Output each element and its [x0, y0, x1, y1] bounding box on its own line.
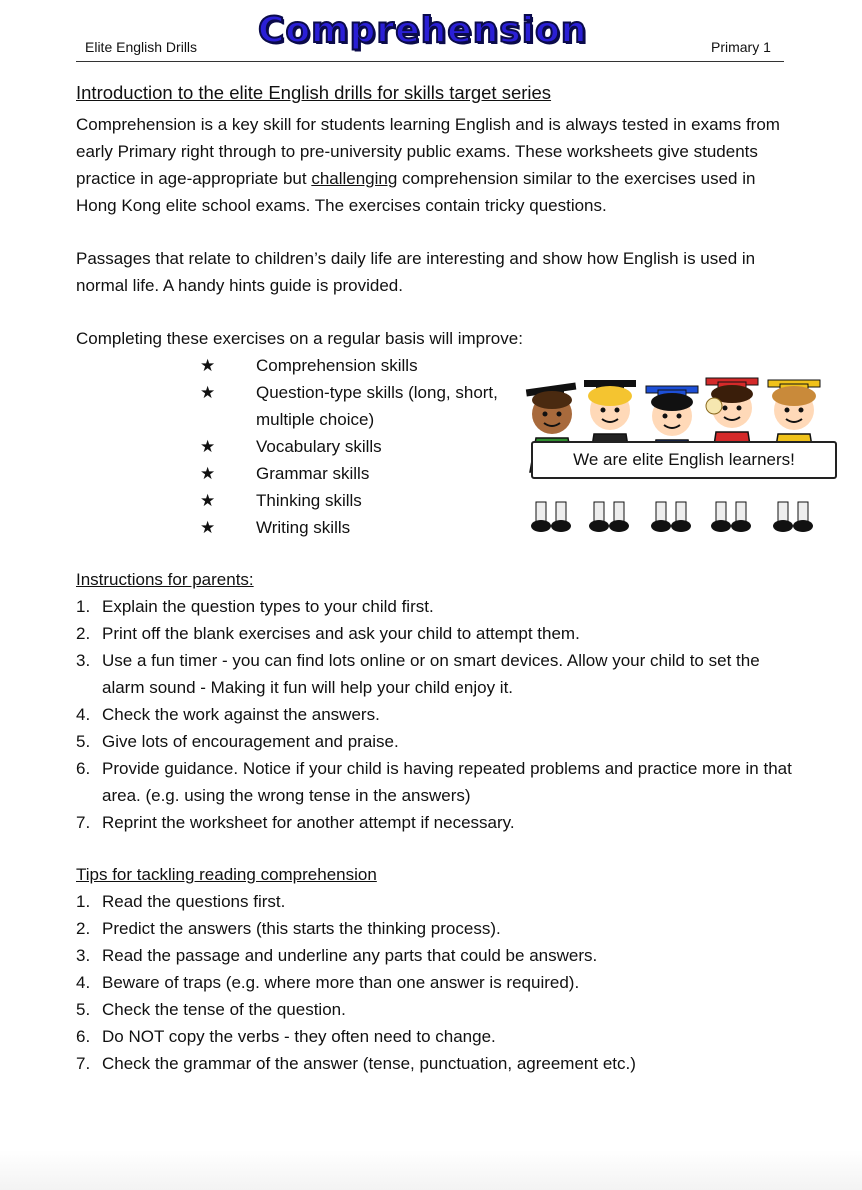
- star-icon: ★: [200, 518, 216, 537]
- list-number: 4.: [76, 973, 91, 992]
- list-number: 5.: [76, 732, 91, 751]
- header-title: Comprehension: [258, 10, 588, 51]
- intro-paragraph-2: Passages that relate to children’s daily life are interesting and show how English is used in normal life. A handy hints guide is provided.: [76, 249, 756, 295]
- list-item: [76, 996, 796, 1023]
- skills-list: [200, 352, 520, 541]
- list-text: Check the grammar of the answer (tense, punctuation, agreement etc.): [102, 1054, 636, 1073]
- parents-instructions-list: [76, 593, 796, 836]
- list-text: Check the work against the answers.: [102, 705, 380, 724]
- list-number: 7.: [76, 813, 91, 832]
- list-item: [76, 1050, 796, 1077]
- list-number: 2.: [76, 919, 91, 938]
- skill-label: Comprehension skills: [256, 356, 418, 375]
- skill-label: Question-type skills (long, short, multiple choice): [256, 383, 498, 429]
- list-item: [76, 593, 796, 620]
- list-number: 4.: [76, 705, 91, 724]
- list-text: Check the tense of the question.: [102, 1000, 346, 1019]
- list-item: [76, 888, 796, 915]
- intro-paragraph-1: [76, 111, 796, 219]
- header-series-name: Elite English Drills: [85, 39, 198, 55]
- list-number: 7.: [76, 1054, 91, 1073]
- list-text: Explain the question types to your child first.: [102, 597, 434, 616]
- list-text: Use a fun timer - you can find lots online or on smart devices. Allow your child to set the alarm sound - Making it fun will help your child enjoy it.: [102, 651, 760, 697]
- list-number: 1.: [76, 892, 91, 911]
- list-item: [76, 620, 796, 647]
- intro-underlined-word: challenging: [311, 169, 398, 188]
- list-item: [76, 915, 796, 942]
- list-number: 1.: [76, 597, 91, 616]
- list-number: 6.: [76, 1027, 91, 1046]
- list-text: Reprint the worksheet for another attempt if necessary.: [102, 813, 515, 832]
- header-grade-level: Primary 1: [711, 39, 771, 55]
- skill-label: Grammar skills: [256, 464, 370, 483]
- list-text: Read the passage and underline any parts that could be answers.: [102, 946, 598, 965]
- parents-heading: Instructions for parents:: [76, 570, 254, 589]
- tips-list: [76, 888, 796, 1077]
- list-item: [200, 352, 520, 379]
- page-bottom-edge: [0, 1150, 862, 1190]
- list-item: [200, 514, 520, 541]
- skill-label: Writing skills: [256, 518, 351, 537]
- intro-paragraph-1-start: Comprehension is a key skill for students learning English and is always tested in exams from early Primary right through to pre-university public exams. These worksheets give students practice in age-appropriate but: [76, 115, 780, 188]
- skill-label: Thinking skills: [256, 491, 362, 510]
- list-text: Read the questions first.: [102, 892, 286, 911]
- list-text: Do NOT copy the verbs - they often need to change.: [102, 1027, 496, 1046]
- list-item: [76, 647, 796, 701]
- list-text: Print off the blank exercises and ask your child to attempt them.: [102, 624, 580, 643]
- list-text: Give lots of encouragement and praise.: [102, 732, 399, 751]
- list-number: 5.: [76, 1000, 91, 1019]
- list-number: 2.: [76, 624, 91, 643]
- list-number: 3.: [76, 651, 91, 670]
- list-text: Provide guidance. Notice if your child is having repeated problems and practice more in that area. (e.g. using the wrong tense in the answers): [102, 759, 792, 805]
- intro-paragraph-1-end: comprehension similar to the exercises used in Hong Kong elite school exams. The exercises contain tricky questions.: [76, 169, 756, 215]
- list-item: [200, 460, 520, 487]
- list-item: [76, 809, 796, 836]
- tips-heading: Tips for tackling reading comprehension: [76, 865, 377, 884]
- star-icon: ★: [200, 356, 216, 375]
- list-item: [76, 701, 796, 728]
- list-item: [200, 379, 520, 433]
- list-text: Predict the answers (this starts the thinking process).: [102, 919, 501, 938]
- star-icon: ★: [200, 491, 216, 510]
- list-item: [76, 942, 796, 969]
- list-item: [76, 1023, 796, 1050]
- list-number: 6.: [76, 759, 91, 778]
- header-divider: [76, 61, 784, 62]
- star-icon: ★: [200, 464, 216, 483]
- intro-paragraph-3: Completing these exercises on a regular basis will improve:: [76, 329, 523, 348]
- list-item: [76, 755, 796, 809]
- list-item: [200, 433, 520, 460]
- skill-label: Vocabulary skills: [256, 437, 382, 456]
- list-number: 3.: [76, 946, 91, 965]
- list-item: [200, 487, 520, 514]
- list-text: Beware of traps (e.g. where more than one answer is required).: [102, 973, 580, 992]
- star-icon: ★: [200, 437, 216, 456]
- intro-heading: Introduction to the elite English drills for skills target series: [76, 82, 552, 103]
- list-item: [76, 728, 796, 755]
- list-item: [76, 969, 796, 996]
- graduates-sign: We are elite English learners!: [531, 441, 837, 479]
- star-icon: ★: [200, 383, 216, 402]
